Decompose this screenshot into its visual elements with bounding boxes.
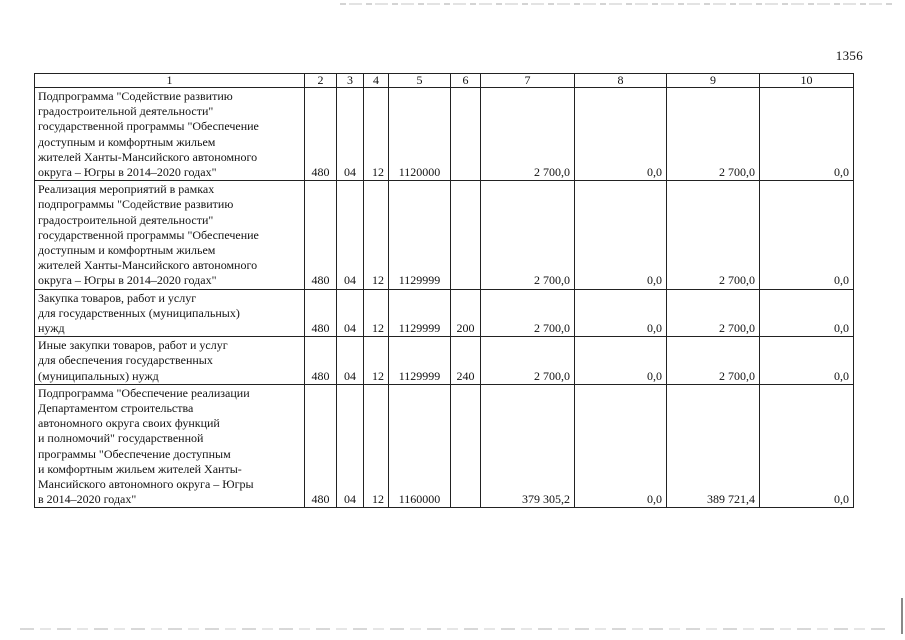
column-header: 7 bbox=[481, 74, 575, 88]
name-line: градостроительной деятельности" bbox=[38, 212, 214, 227]
cell-value-9: 2 700,0 bbox=[667, 88, 760, 181]
row-name-cell bbox=[35, 181, 305, 289]
name-line: доступным и комфортным жильем bbox=[38, 134, 216, 149]
row-name-cell bbox=[35, 337, 305, 385]
cell-expense-type bbox=[451, 181, 481, 289]
cell-section: 04 bbox=[337, 337, 364, 385]
name-line: для государственных (муниципальных) bbox=[38, 305, 240, 320]
cell-admin-code: 480 bbox=[305, 337, 337, 385]
cell-value-9: 2 700,0 bbox=[667, 181, 760, 289]
cell-value-8: 0,0 bbox=[575, 289, 667, 337]
cell-value-10: 0,0 bbox=[760, 181, 854, 289]
name-line: Мансийского автономного округа – Югры bbox=[38, 477, 254, 492]
budget-table bbox=[34, 73, 854, 508]
scan-artifact-top bbox=[340, 3, 895, 5]
cell-value-8: 0,0 bbox=[575, 88, 667, 181]
cell-section: 04 bbox=[337, 181, 364, 289]
name-line: Иные закупки товаров, работ и услуг bbox=[38, 338, 228, 353]
name-line: для обеспечения государственных bbox=[38, 353, 213, 368]
row-name-cell bbox=[35, 88, 305, 181]
cell-admin-code: 480 bbox=[305, 384, 337, 508]
cell-value-7: 2 700,0 bbox=[481, 337, 575, 385]
cell-value-10: 0,0 bbox=[760, 88, 854, 181]
cell-value-7: 2 700,0 bbox=[481, 289, 575, 337]
cell-target-article: 1129999 bbox=[389, 289, 451, 337]
table-row bbox=[35, 384, 854, 508]
name-line: программы "Обеспечение доступным bbox=[38, 446, 231, 461]
cell-subsection: 12 bbox=[364, 337, 389, 385]
cell-expense-type bbox=[451, 88, 481, 181]
page-number: 1356 bbox=[835, 48, 863, 63]
cell-section: 04 bbox=[337, 384, 364, 508]
cell-value-9: 2 700,0 bbox=[667, 289, 760, 337]
cell-value-7: 2 700,0 bbox=[481, 181, 575, 289]
cell-admin-code: 480 bbox=[305, 88, 337, 181]
row-name-cell bbox=[35, 289, 305, 337]
name-line: округа – Югры в 2014–2020 годах" bbox=[38, 165, 217, 180]
cell-value-7: 2 700,0 bbox=[481, 88, 575, 181]
column-header: 2 bbox=[305, 74, 337, 88]
name-line: подпрограммы "Содействие развитию bbox=[38, 197, 234, 212]
name-line: жителей Ханты-Мансийского автономного bbox=[38, 258, 258, 273]
cell-subsection: 12 bbox=[364, 289, 389, 337]
column-header: 3 bbox=[337, 74, 364, 88]
column-header: 1 bbox=[35, 74, 305, 88]
cell-value-7: 379 305,2 bbox=[481, 384, 575, 508]
table-row bbox=[35, 181, 854, 289]
name-line: жителей Ханты-Мансийского автономного bbox=[38, 149, 258, 164]
name-line: Департаментом строительства bbox=[38, 401, 194, 416]
cell-expense-type: 200 bbox=[451, 289, 481, 337]
name-line: Реализация мероприятий в рамках bbox=[38, 182, 215, 197]
cell-target-article: 1129999 bbox=[389, 337, 451, 385]
name-line: в 2014–2020 годах" bbox=[38, 492, 137, 507]
cell-subsection: 12 bbox=[364, 181, 389, 289]
scan-artifact-bottom bbox=[20, 628, 890, 630]
cell-subsection: 12 bbox=[364, 88, 389, 181]
column-number-row bbox=[35, 74, 854, 88]
cell-value-9: 389 721,4 bbox=[667, 384, 760, 508]
name-line: Подпрограмма "Обеспечение реализации bbox=[38, 385, 250, 400]
cell-section: 04 bbox=[337, 289, 364, 337]
name-line: округа – Югры в 2014–2020 годах" bbox=[38, 273, 217, 288]
cell-value-8: 0,0 bbox=[575, 384, 667, 508]
name-line: нужд bbox=[38, 321, 65, 336]
name-line: и полномочий" государственной bbox=[38, 431, 204, 446]
name-line: доступным и комфортным жильем bbox=[38, 243, 216, 258]
name-line: автономного округа своих функций bbox=[38, 416, 220, 431]
cell-target-article: 1120000 bbox=[389, 88, 451, 181]
column-header: 10 bbox=[760, 74, 854, 88]
name-line: Подпрограмма "Содействие развитию bbox=[38, 89, 233, 103]
cell-value-10: 0,0 bbox=[760, 289, 854, 337]
name-line: и комфортным жильем жителей Ханты- bbox=[38, 461, 242, 476]
cell-target-article: 1160000 bbox=[389, 384, 451, 508]
name-line: государственной программы "Обеспечение bbox=[38, 227, 259, 242]
cell-expense-type bbox=[451, 384, 481, 508]
name-line: (муниципальных) нужд bbox=[38, 368, 159, 383]
column-header: 4 bbox=[364, 74, 389, 88]
cell-section: 04 bbox=[337, 88, 364, 181]
cell-value-9: 2 700,0 bbox=[667, 337, 760, 385]
cell-admin-code: 480 bbox=[305, 289, 337, 337]
table-row bbox=[35, 88, 854, 181]
row-name-cell bbox=[35, 384, 305, 508]
column-header: 6 bbox=[451, 74, 481, 88]
cell-value-8: 0,0 bbox=[575, 337, 667, 385]
cell-value-10: 0,0 bbox=[760, 384, 854, 508]
scan-artifact-right bbox=[901, 598, 903, 634]
cell-expense-type: 240 bbox=[451, 337, 481, 385]
cell-value-8: 0,0 bbox=[575, 181, 667, 289]
cell-subsection: 12 bbox=[364, 384, 389, 508]
name-line: Закупка товаров, работ и услуг bbox=[38, 290, 197, 305]
column-header: 8 bbox=[575, 74, 667, 88]
table-row bbox=[35, 337, 854, 385]
column-header: 9 bbox=[667, 74, 760, 88]
cell-target-article: 1129999 bbox=[389, 181, 451, 289]
cell-admin-code: 480 bbox=[305, 181, 337, 289]
name-line: градостроительной деятельности" bbox=[38, 104, 214, 119]
cell-value-10: 0,0 bbox=[760, 337, 854, 385]
name-line: государственной программы "Обеспечение bbox=[38, 119, 259, 134]
table-row bbox=[35, 289, 854, 337]
column-header: 5 bbox=[389, 74, 451, 88]
